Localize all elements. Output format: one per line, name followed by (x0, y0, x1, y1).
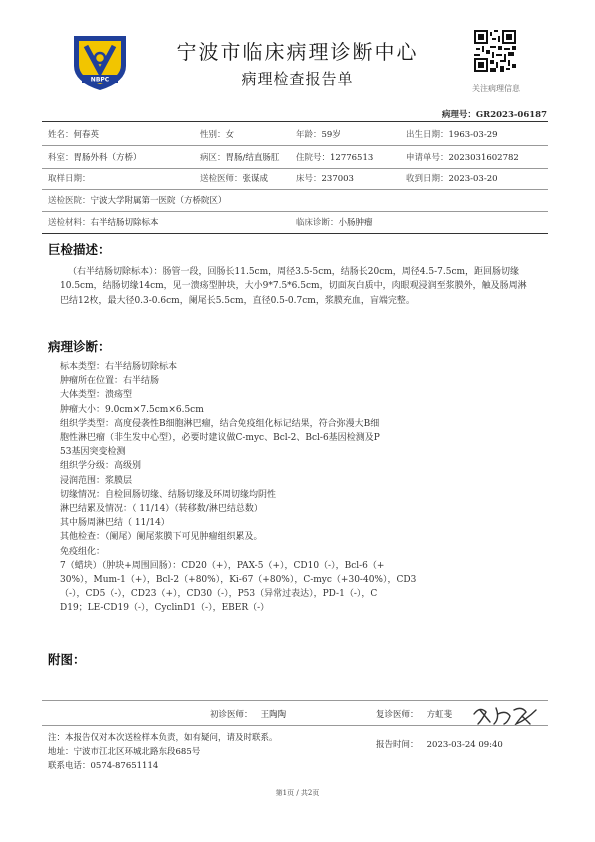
diagnosis-line: 切缘情况：自检回肠切缘、结肠切缘及环周切缘均阴性 (60, 489, 277, 500)
diagnosis-line: 组织学类型：高度侵袭性B细胞淋巴瘤，结合免疫组化标记结果，符合弥漫大B细 (60, 418, 380, 429)
sampling-date-field: 取样日期： (48, 174, 91, 184)
page-number: 第1页 / 共2页 (275, 789, 320, 797)
sex-field: 性别：女 (200, 130, 235, 140)
diagnosis-body (60, 360, 540, 616)
pathology-number: 病理号：GR2023-06187 (441, 110, 547, 120)
bed-field: 床号：237003 (296, 174, 354, 184)
divider (42, 145, 548, 146)
qr-code[interactable] (474, 30, 516, 72)
gross-text: （右半结肠切除标本）：肠管一段，回肠长11.5cm，周径3.5-5cm，结肠长20cm，周径4.5-7.5cm，距回肠切缘10.5cm，结肠切缘14cm，见一溃疡型肿块，大小9*7.5*6.5cm，切面灰白质中，肉眼观浸润至浆膜外，触及肠周淋巴结12枚，最大径0.3-0.6cm，阑尾长5.5cm，直径0.5-0.7cm，浆膜充血，盲端完整。 (60, 267, 527, 306)
diagnosis-line: 其他检查：（阑尾）阑尾浆膜下可见肿瘤组织累及。 (60, 532, 263, 543)
diagnosis-line: 大体类型：溃疡型 (60, 390, 133, 401)
gross-title: 巨检描述： (48, 242, 111, 257)
dob-field: 出生日期：1963-03-29 (406, 130, 498, 140)
diagnosis-line: 肿瘤所在位置：右半结肠 (60, 376, 160, 387)
report-time-field: 报告时间： 2023-03-24 09:40 (376, 740, 503, 750)
report-title: 病理检查报告单 (241, 70, 354, 88)
footer-address: 地址：宁波市江北区环城北路东段685号 (48, 747, 201, 757)
divider (42, 189, 548, 190)
name-field: 姓名：何春英 (48, 130, 100, 140)
divider (42, 211, 548, 212)
hospital-name: 宁波市临床病理诊断中心 (176, 40, 419, 64)
svg-text:NBPC: NBPC (90, 76, 110, 84)
dept-field: 科室：胃肠外科（方桥） (48, 153, 142, 163)
diagnosis-line: D19；LE-CD19（-），CyclinD1（-），EBER（-） (60, 603, 270, 614)
diagnosis-line: 其中肠周淋巴结（ 11/14） (60, 518, 170, 529)
diagnosis-line: 浸润范围：浆膜层 (60, 475, 133, 486)
diagnosis-line: （-），CD5（-），CD23（+），CD30（-），P53（异常过表达），PD-1（-），C (60, 589, 378, 600)
qr-caption: 关注病理信息 (472, 84, 520, 93)
diagnosis-line: 组织学分级：高级别 (60, 461, 142, 472)
footer-phone: 联系电话：0574-87651114 (48, 761, 159, 771)
doctor-field: 送检医师：张谋成 (200, 174, 269, 184)
apply-no-field: 申请单号：2023031602782 (406, 153, 519, 163)
diagnosis-line: 胞性淋巴瘤（非生发中心型），必要时建议做C-myc、Bcl-2、Bcl-6基因检测及P (60, 433, 380, 444)
diagnosis-line: 淋巴结累及情况：（ 11/14）（转移数/淋巴结总数） (60, 504, 263, 515)
footer-notes (48, 731, 368, 773)
diagnosis-line: 肿瘤大小：9.0cm×7.5cm×6.5cm (60, 404, 204, 415)
ward-field: 病区：胃肠/结直肠肛 (200, 153, 280, 163)
hospital-field: 送检医院：宁波大学附属第一医院（方桥院区） (48, 196, 227, 206)
footer-note: 注：本报告仅对本次送检样本负责，如有疑问，请及时联系。 (48, 733, 278, 743)
divider (42, 233, 548, 234)
handwritten-signature (470, 700, 542, 728)
inpatient-field: 住院号：12776513 (296, 153, 374, 163)
diagnosis-line: 免疫组化： (60, 546, 106, 557)
diagnosis-line: 53基因突变检测 (60, 447, 126, 458)
initial-doctor-field: 初诊医师： 王陶陶 (210, 710, 287, 720)
appendix-title: 附图： (48, 652, 86, 667)
divider (42, 121, 548, 122)
clinical-diagnosis-field: 临床诊断：小肠肿瘤 (296, 218, 373, 228)
diagnosis-title: 病理诊断： (48, 339, 111, 354)
received-date-field: 收到日期：2023-03-20 (406, 174, 498, 184)
diagnosis-line: 标本类型：右半结肠切除标本 (60, 362, 178, 372)
divider (42, 168, 548, 169)
review-doctor-field: 复诊医师： 方虹斐 (376, 710, 453, 720)
material-field: 送检材料：右半结肠切除标本 (48, 218, 159, 228)
diagnosis-line: 7（蜡块）（肿块+周围回肠）：CD20（+），PAX-5（+），CD10（-），Bcl-6（+ (60, 560, 385, 571)
age-field: 年龄：59岁 (296, 130, 341, 140)
diagnosis-line: 30%），Mum-1（+），Bcl-2（+80%），Ki-67（+80%），C-myc（+30-40%），CD3 (60, 575, 417, 586)
divider (42, 725, 548, 726)
